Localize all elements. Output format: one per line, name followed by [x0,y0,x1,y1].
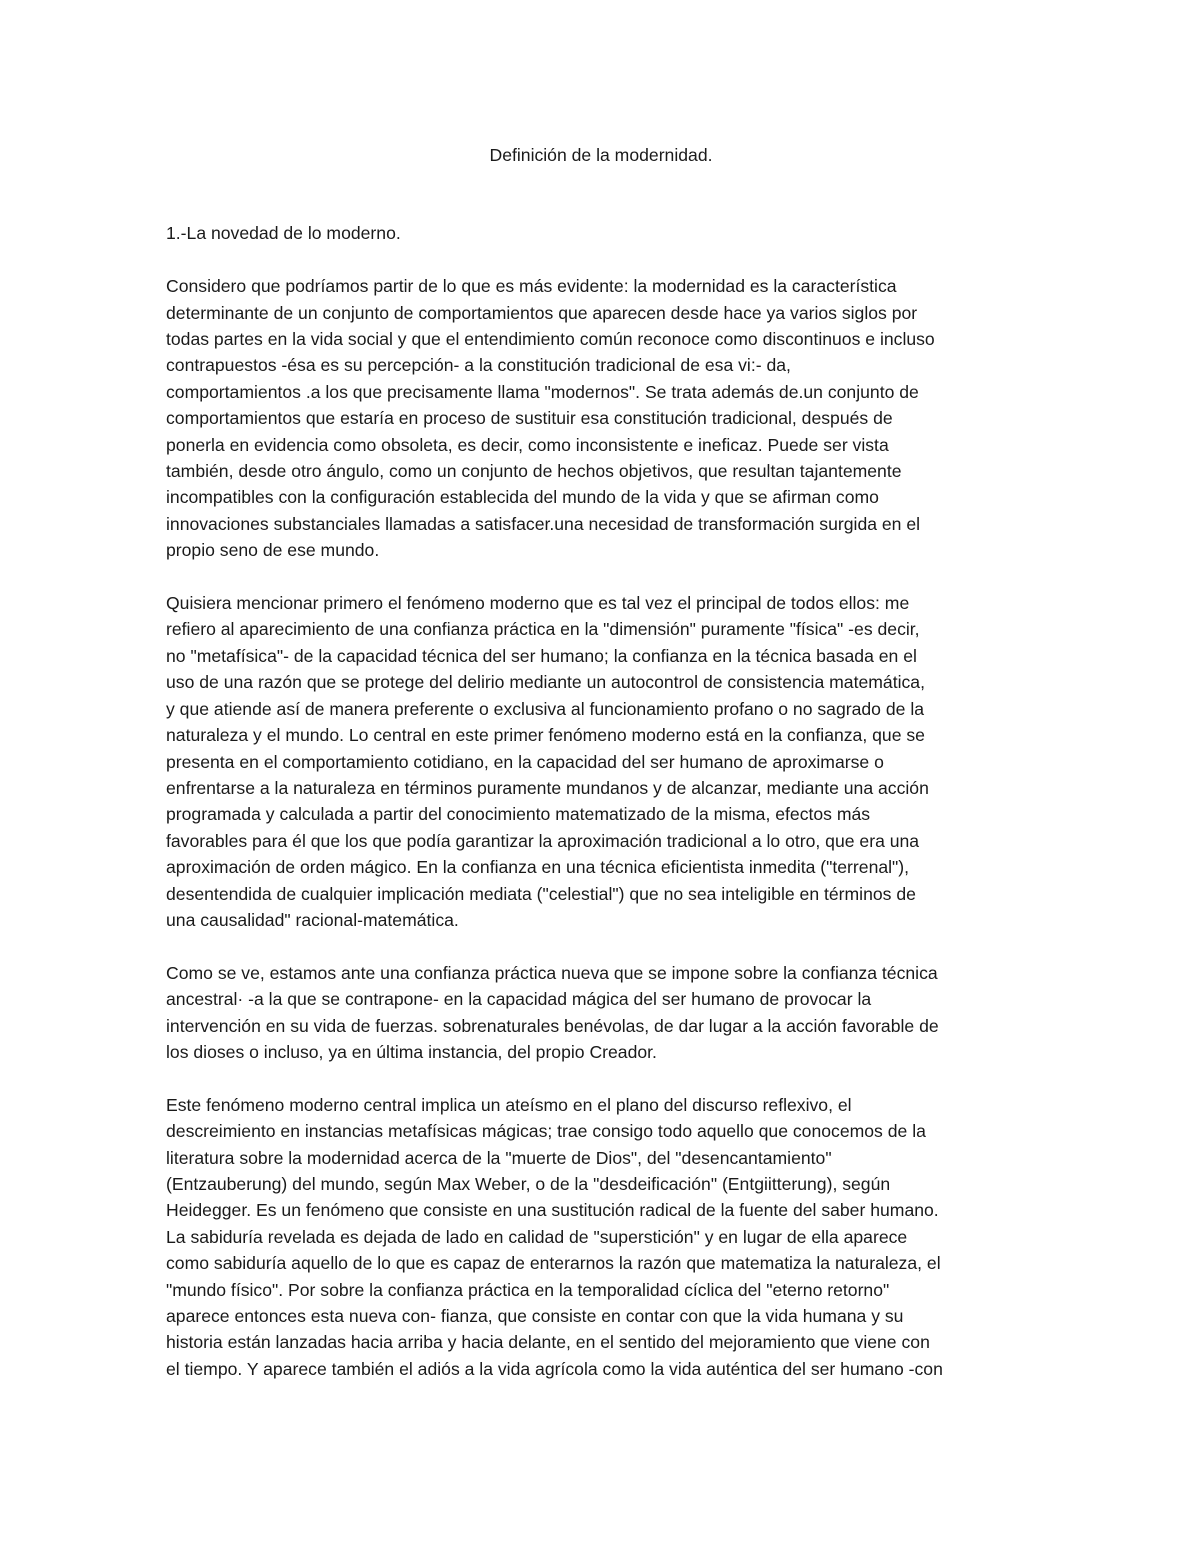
paragraph-line: La sabiduría revelada es dejada de lado en calidad de "superstición" y en lugar de ella aparece [166,1226,908,1247]
paragraph-line: una causalidad" racional-matemática. [166,909,459,930]
paragraph-line: propio seno de ese mundo. [166,540,380,561]
paragraph-4 [166,1092,1036,1382]
paragraph-line: el tiempo. Y aparece también el adiós a la vida agrícola como la vida auténtica del ser humano -con [166,1358,943,1379]
paragraph-line: incompatibles con la configuración establecida del mundo de la vida y que se afirman como [166,487,879,508]
paragraph-3 [166,960,1036,1066]
paragraph-line: comportamientos que estaría en proceso de sustituir esa constitución tradicional, después de [166,408,893,429]
paragraph-line: presenta en el comportamiento cotidiano, en la capacidad del ser humano de aproximarse o [166,751,884,772]
paragraph-line: los dioses o incluso, ya en última instancia, del propio Creador. [166,1041,657,1062]
paragraph-line: literatura sobre la modernidad acerca de la "muerte de Dios", del "desencantamiento" [166,1147,832,1168]
paragraph-line: aproximación de orden mágico. En la confianza en una técnica eficientista inmedita ("terrenal"), [166,857,910,878]
paragraph-line: naturaleza y el mundo. Lo central en este primer fenómeno moderno está en la confianza, que se [166,725,925,746]
paragraph-line: no "metafísica"- de la capacidad técnica del ser humano; la confianza en la técnica basada en el [166,645,917,666]
paragraph-line: determinante de un conjunto de comportamientos que aparecen desde hace ya varios siglos por [166,302,918,323]
paragraph-line: ponerla en evidencia como obsoleta, es decir, como inconsistente e ineficaz. Puede ser vista [166,434,889,455]
paragraph-line: intervención en su vida de fuerzas. sobrenaturales benévolas, de dar lugar a la acción favorable de [166,1015,939,1036]
paragraph-line: comportamientos .a los que precisamente llama "modernos". Se trata además de.un conjunto de [166,381,919,402]
paragraph-line: ancestral· -a la que se contrapone- en la capacidad mágica del ser humano de provocar la [166,989,872,1010]
paragraph-line: Este fenómeno moderno central implica un ateísmo en el plano del discurso reflexivo, el [166,1094,852,1115]
paragraph-line: favorables para él que los que podía garantizar la aproximación tradicional a lo otro, que era una [166,830,920,851]
paragraph-line: contrapuestos -ésa es su percepción- a la constitución tradicional de esa vi:- da, [166,355,791,376]
document-body [166,142,1036,1409]
paragraph-line: Considero que podríamos partir de lo que es más evidente: la modernidad es la característica [166,276,897,297]
paragraph-1 [166,273,1036,563]
paragraph-line: descreimiento en instancias metafísicas mágicas; trae consigo todo aquello que conocemos de la [166,1121,926,1142]
paragraph-line: Heidegger. Es un fenómeno que consiste en una sustitución radical de la fuente del saber humano. [166,1200,939,1221]
paragraph-line: programada y calculada a partir del conocimiento matematizado de la misma, efectos más [166,804,871,825]
paragraph-line: desentendida de cualquier implicación mediata ("celestial") que no sea inteligible en términos de [166,883,916,904]
paragraph-line: uso de una razón que se protege del delirio mediante un autocontrol de consistencia matemática, [166,672,925,693]
paragraph-line: y que atiende así de manera preferente o exclusiva al funcionamiento profano o no sagrado de la [166,698,925,719]
paragraph-line: enfrentarse a la naturaleza en términos puramente mundanos y de alcanzar, mediante una acción [166,777,929,798]
paragraph-line: (Entzauberung) del mundo, según Max Weber, o de la "desdeificación" (Entgiitterung), según [166,1173,891,1194]
paragraph-line: innovaciones substanciales llamadas a satisfacer.una necesidad de transformación surgida en el [166,513,921,534]
paragraph-line: Como se ve, estamos ante una confianza práctica nueva que se impone sobre la confianza técnica [166,962,938,983]
paragraph-line: refiero al aparecimiento de una confianza práctica en la "dimensión" puramente "física" -es decir, [166,619,920,640]
paragraph-line: todas partes en la vida social y que el entendimiento común reconoce como discontinuos e incluso [166,329,935,350]
paragraphs-container [166,273,1036,1382]
document-title: Definición de la modernidad. [489,145,713,165]
paragraph-line: también, desde otro ángulo, como un conjunto de hechos objetivos, que resultan tajantemente [166,461,902,482]
section-heading: 1.-La novedad de lo moderno. [166,223,401,244]
paragraph-line: como sabiduría aquello de lo que es capaz de enterarnos la razón que matematiza la naturaleza, el [166,1253,941,1274]
paragraph-line: "mundo físico". Por sobre la confianza práctica en la temporalidad cíclica del "eterno retorno" [166,1279,890,1300]
paragraph-line: historia están lanzadas hacia arriba y hacia delante, en el sentido del mejoramiento que viene con [166,1332,930,1353]
paragraph-line: Quisiera mencionar primero el fenómeno moderno que es tal vez el principal de todos ellos: me [166,593,910,614]
paragraph-line: aparece entonces esta nueva con- fianza, que consiste en contar con que la vida humana y su [166,1306,904,1326]
paragraph-2 [166,590,1036,933]
